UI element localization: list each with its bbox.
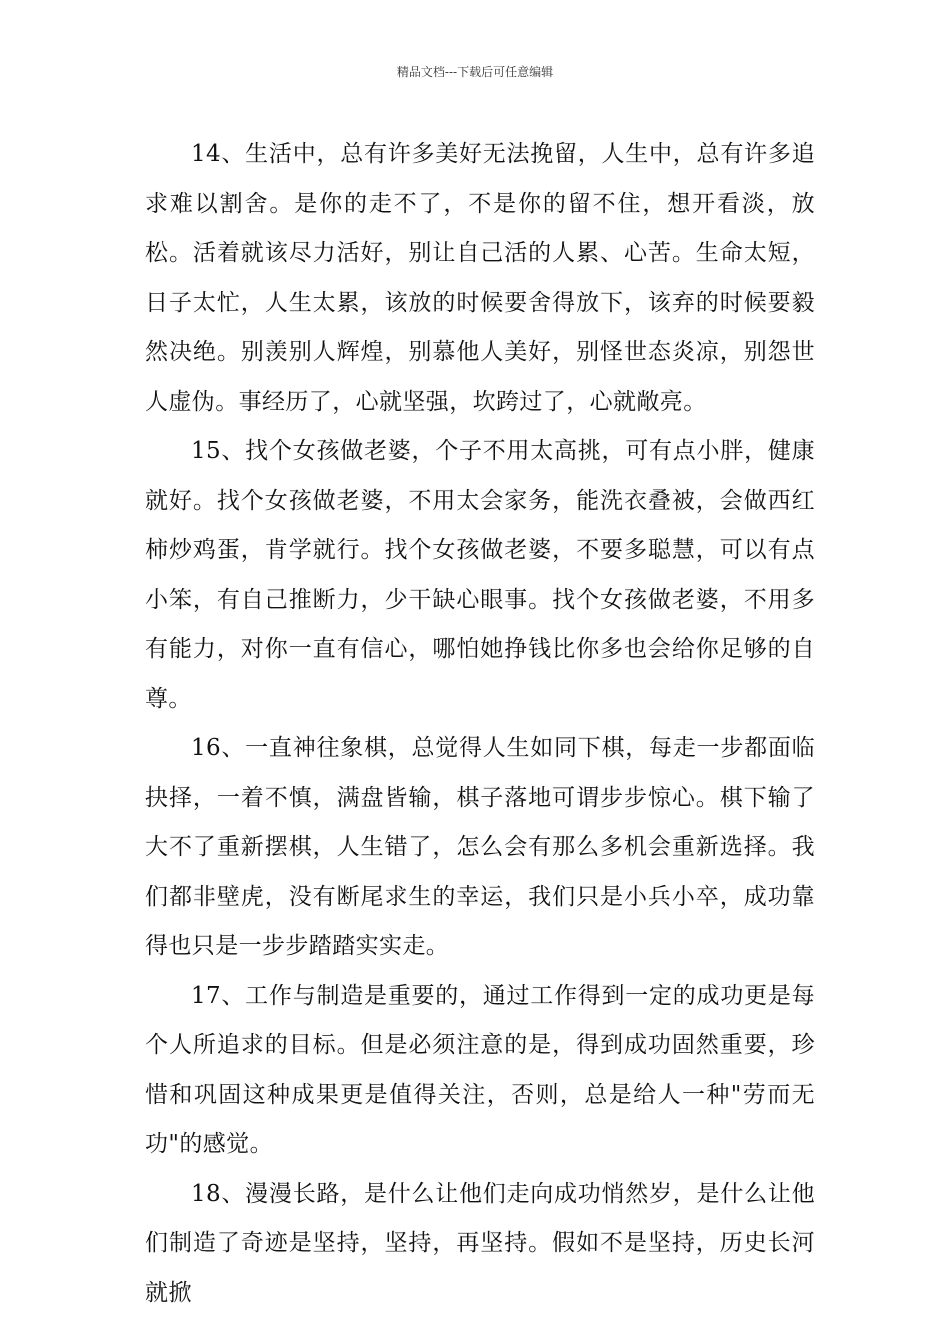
- page-header: 精品文档---下载后可任意编辑: [396, 65, 554, 79]
- paragraph-14: 14、生活中，总有许多美好无法挽留，人生中，总有许多追求难以割舍。是你的走不了，不是你的留不住，想开看淡，放松。活着就该尽力活好，别让自己活的人累、心苦。生命太短，日子太忙，人生太累，该放的时候要舍得放下，该弃的时候要毅然决绝。别羡别人辉煌，别慕他人美好，别怪世态炎凉，别怨世人虚伪。事经历了，心就坚强，坎跨过了，心就敞亮。: [145, 141, 815, 415]
- document-body: [145, 130, 815, 1318]
- paragraph-18: 18、漫漫长路，是什么让他们走向成功悄然岁，是什么让他们制造了奇迹是坚持，坚持，再坚持。假如不是坚持，历史长河就掀: [145, 1180, 815, 1306]
- paragraph-17: 17、工作与制造是重要的，通过工作得到一定的成功更是每个人所追求的目标。但是必须注意的是，得到成功固然重要，珍惜和巩固这种成果更是值得关注，否则，总是给人一种"劳而无功"的感觉。: [145, 982, 815, 1157]
- paragraph-15: 15、找个女孩做老婆，个子不用太高挑，可有点小胖，健康就好。找个女孩做老婆，不用太会家务，能洗衣叠被，会做西红柿炒鸡蛋，肯学就行。找个女孩做老婆，不要多聪慧，可以有点小笨，有自己推断力，少干缺心眼事。找个女孩做老婆，不用多有能力，对你一直有信心，哪怕她挣钱比你多也会给你足够的自尊。: [145, 438, 815, 712]
- paragraph-16: 16、一直神往象棋，总觉得人生如同下棋，每走一步都面临抉择，一着不慎，满盘皆输，棋子落地可谓步步惊心。棋下输了大不了重新摆棋，人生错了，怎么会有那么多机会重新选择。我们都非壁虎，没有断尾求生的幸运，我们只是小兵小卒，成功靠得也只是一步步踏踏实实走。: [145, 735, 815, 959]
